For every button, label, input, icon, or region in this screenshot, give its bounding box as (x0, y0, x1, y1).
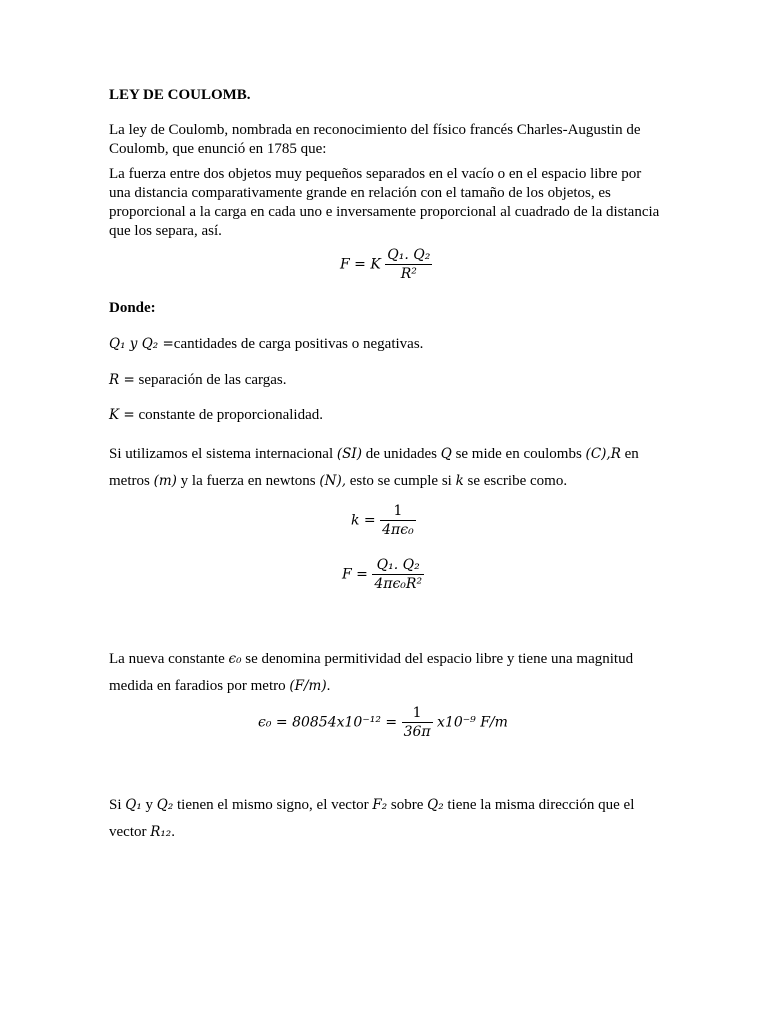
epsilon-paragraph (109, 646, 661, 700)
donde-heading: Donde: (109, 300, 156, 316)
text-run: se escribe como. (463, 473, 568, 489)
text-run: de unidades (362, 446, 441, 462)
equation-fraction (372, 556, 424, 593)
equation-denominator: 4πϵ₀R² (374, 576, 423, 592)
equation-lhs: F = K (340, 256, 381, 273)
math-f2: F₂ (372, 797, 388, 813)
definition-q (109, 335, 661, 354)
text-run: en (620, 446, 639, 462)
page-title: LEY DE COULOMB. (109, 87, 251, 103)
text-run: se mide en coulombs (451, 446, 586, 462)
math-n: (N), (319, 473, 347, 489)
equation-numerator: Q₁. Q₂ (387, 247, 431, 263)
math-epsilon: ϵ₀ (228, 651, 242, 667)
equation-rhs: x10⁻⁹ F/m (437, 714, 508, 731)
definition-symbol: Q₁ y Q₂ = (109, 336, 174, 352)
text-run: medida en faradios por metro (109, 678, 290, 694)
math-m: (m) (153, 473, 177, 489)
text-run: esto se cumple si (346, 473, 456, 489)
coulomb-equation (340, 246, 432, 283)
math-q2: Q₂ (427, 797, 444, 813)
math-q1: Q₁ (125, 797, 142, 813)
text-run: metros (109, 473, 154, 489)
epsilon-equation (258, 704, 508, 741)
text-run: tienen el mismo signo, el vector (173, 797, 373, 813)
equation-numerator: 1 (393, 503, 403, 519)
text-run: sobre (387, 797, 428, 813)
statement-paragraph: La fuerza entre dos objetos muy pequeños separados en el vacío o en el espacio libre por una distancia comparativamente grande en relación con el tamaño de los objetos, es proporcional a la carga en cada uno e inversamente proporcional al cuadrado de la distancia que los separa, así. (109, 166, 660, 239)
equation-lhs: ϵ₀ = 80854x10⁻¹² = (258, 714, 398, 731)
equation-numerator: 1 (412, 705, 422, 721)
equation-fraction (402, 704, 433, 741)
text-run: . (171, 824, 175, 840)
text-run: se denomina permitividad del espacio libre y tiene una magnitud (241, 651, 634, 667)
equation-denominator: 36π (403, 724, 431, 740)
definition-k (109, 406, 661, 425)
definition-symbol: R = (109, 372, 135, 388)
text-run: . (326, 678, 331, 694)
equation-denominator: 4πϵ₀ (382, 522, 414, 538)
math-c: (C),R (585, 446, 621, 462)
math-r12: R₁₂ (150, 824, 172, 840)
equation-fraction (385, 246, 432, 283)
math-si: (SI) (336, 446, 362, 462)
math-unit: (F/m) (289, 678, 327, 694)
definition-r (109, 371, 661, 390)
equation-denominator: R² (385, 264, 432, 283)
definition-text: cantidades de carga positivas o negativas. (173, 336, 424, 352)
equation-fraction (380, 502, 416, 539)
text-run: tiene la misma dirección que el (443, 797, 635, 813)
math-q2: Q₂ (156, 797, 174, 813)
equation-lhs: F = (342, 566, 368, 583)
text-run: Si (109, 797, 126, 813)
math-q: Q (440, 446, 452, 462)
si-paragraph (109, 441, 661, 495)
k-equation (351, 502, 416, 539)
equation-lhs: k = (351, 512, 376, 529)
intro-paragraph: La ley de Coulomb, nombrada en reconocimiento del físico francés Charles-Augustin de Coulomb, que enunció en 1785 que: (109, 122, 641, 157)
equation-numerator: Q₁. Q₂ (376, 557, 420, 573)
math-k: k (455, 473, 464, 489)
text-run: Si utilizamos el sistema internacional (109, 446, 337, 462)
definition-text: separación de las cargas. (134, 372, 287, 388)
definition-symbol: K = (109, 407, 135, 423)
force-equation (342, 556, 424, 593)
final-paragraph (109, 792, 661, 846)
text-run: vector (109, 824, 151, 840)
definition-text: constante de proporcionalidad. (134, 407, 323, 423)
text-run: y (141, 797, 157, 813)
text-run: y la fuerza en newtons (176, 473, 320, 489)
text-run: La nueva constante (109, 651, 229, 667)
